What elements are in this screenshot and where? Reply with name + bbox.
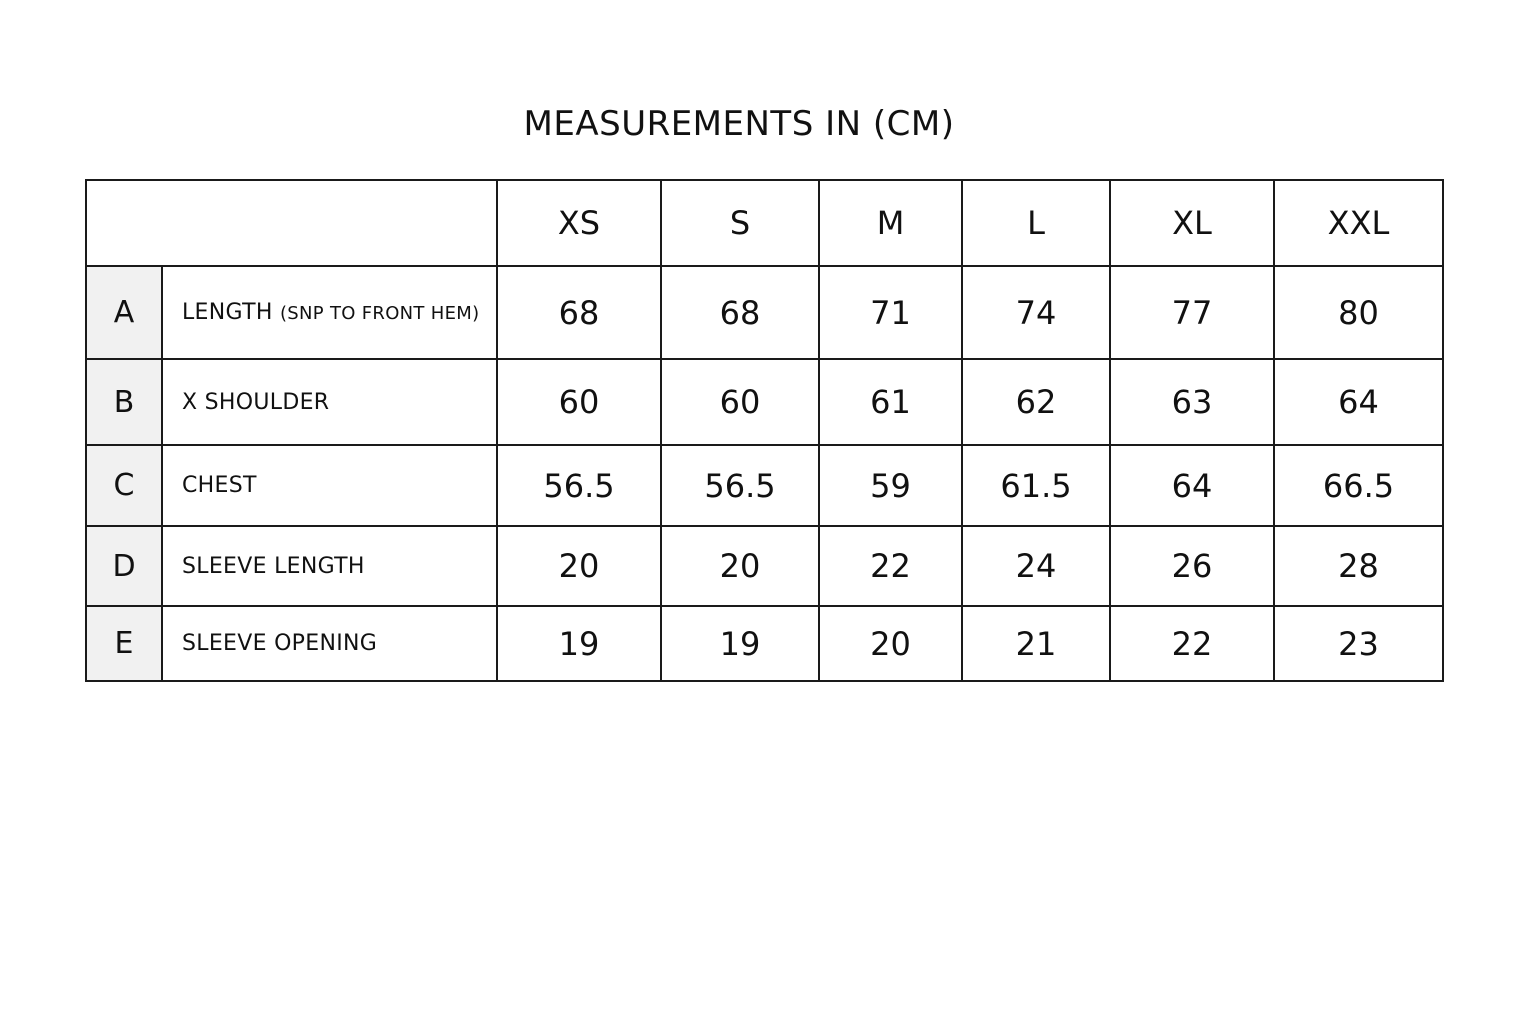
value-cell: 60	[497, 359, 661, 445]
size-header-xl: XL	[1110, 180, 1274, 266]
value-cell: 24	[962, 526, 1110, 606]
value-cell: 61.5	[962, 445, 1110, 526]
header-corner-cell	[86, 180, 497, 266]
value-cell: 64	[1274, 359, 1443, 445]
measurement-label	[162, 266, 497, 359]
page-title: MEASUREMENTS IN (CM)	[523, 104, 955, 144]
value-cell: 68	[497, 266, 661, 359]
value-cell: 61	[819, 359, 962, 445]
measurement-label: CHEST	[162, 445, 497, 526]
measurement-name: LENGTH	[182, 300, 273, 325]
value-cell: 20	[819, 606, 962, 681]
value-cell: 56.5	[661, 445, 819, 526]
row-letter: C	[86, 445, 162, 526]
row-letter: D	[86, 526, 162, 606]
row-letter: E	[86, 606, 162, 681]
measurement-label: SLEEVE LENGTH	[162, 526, 497, 606]
size-header-s: S	[661, 180, 819, 266]
measurement-label: X SHOULDER	[162, 359, 497, 445]
value-cell: 20	[497, 526, 661, 606]
value-cell: 23	[1274, 606, 1443, 681]
value-cell: 60	[661, 359, 819, 445]
value-cell: 63	[1110, 359, 1274, 445]
size-header-xs: XS	[497, 180, 661, 266]
value-cell: 66.5	[1274, 445, 1443, 526]
header-row	[86, 180, 1443, 266]
table-row	[86, 526, 1443, 606]
value-cell: 80	[1274, 266, 1443, 359]
value-cell: 22	[819, 526, 962, 606]
table-row	[86, 359, 1443, 445]
table-row	[86, 606, 1443, 681]
value-cell: 56.5	[497, 445, 661, 526]
value-cell: 74	[962, 266, 1110, 359]
value-cell: 19	[661, 606, 819, 681]
table-row	[86, 445, 1443, 526]
size-header-xxl: XXL	[1274, 180, 1443, 266]
row-letter: A	[86, 266, 162, 359]
value-cell: 62	[962, 359, 1110, 445]
value-cell: 28	[1274, 526, 1443, 606]
value-cell: 20	[661, 526, 819, 606]
measurement-label: SLEEVE OPENING	[162, 606, 497, 681]
row-letter: B	[86, 359, 162, 445]
value-cell: 59	[819, 445, 962, 526]
value-cell: 77	[1110, 266, 1274, 359]
value-cell: 68	[661, 266, 819, 359]
value-cell: 26	[1110, 526, 1274, 606]
value-cell: 22	[1110, 606, 1274, 681]
size-header-l: L	[962, 180, 1110, 266]
value-cell: 71	[819, 266, 962, 359]
value-cell: 64	[1110, 445, 1274, 526]
size-chart-table	[85, 179, 1444, 682]
size-header-m: M	[819, 180, 962, 266]
value-cell: 19	[497, 606, 661, 681]
measurement-note: (SNP TO FRONT HEM)	[279, 303, 480, 324]
value-cell: 21	[962, 606, 1110, 681]
table-row	[86, 266, 1443, 359]
